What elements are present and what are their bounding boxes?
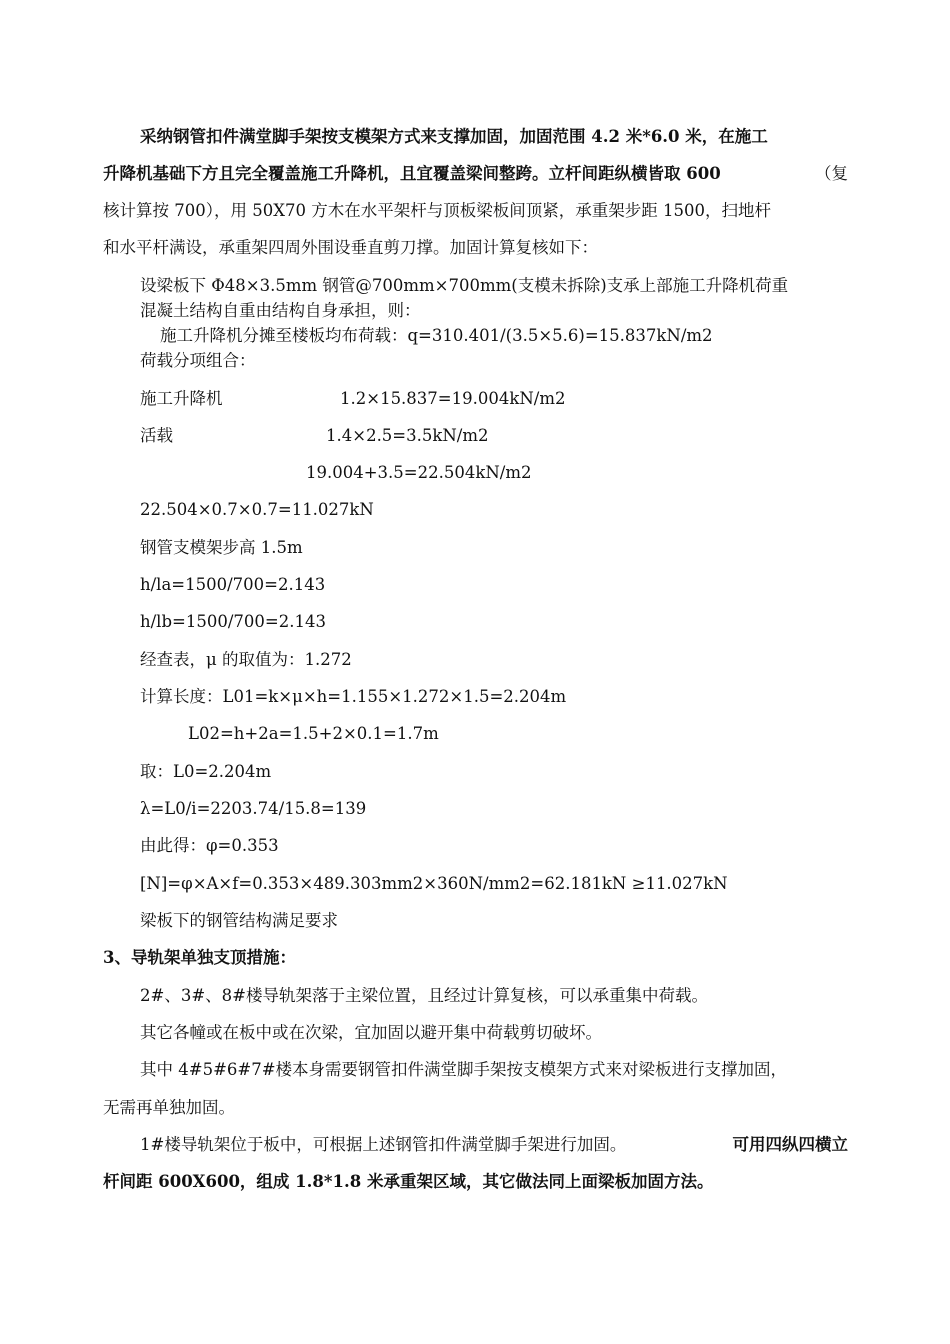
section3-para4-normal: 1#楼导轨架位于板中，可根据上述钢管扣件满堂脚手架进行加固。 [140,1135,627,1154]
calc-line-7: 19.004+3.5=22.504kN/m2 [306,463,532,482]
calc-line-15: 取：L0=2.204m [140,762,272,781]
calc-line-11: h/lb=1500/700=2.143 [140,612,326,631]
section3-para4-line2: 杆间距 600X600，组成 1.8*1.8 米承重架区域，其它做法同上面梁板加固方法。 [103,1172,714,1191]
calc-line-17: 由此得：φ=0.353 [140,836,279,855]
section3-heading: 3、导轨架单独支顶措施： [103,948,296,967]
calc-line-14: L02=h+2a=1.5+2×0.1=1.7m [188,724,439,743]
calc-line-16: λ=L0/i=2203.74/15.8=139 [140,799,367,818]
section3-para1: 2#、3#、8#楼导轨架落于主梁位置，且经过计算复核，可以承重集中荷载。 [140,986,708,1005]
calc-line-2: 混凝土结构自重由结构自身承担，则： [140,301,421,320]
calc-line-8: 22.504×0.7×0.7=11.027kN [140,500,374,519]
calc-line-5-value: 1.2×15.837=19.004kN/m2 [340,389,566,408]
calc-line-13: 计算长度：L01=k×μ×h=1.155×1.272×1.5=2.204m [140,687,567,706]
para1-line4: 和水平杆满设，承重架四周外围设垂直剪刀撑。加固计算复核如下： [103,238,598,257]
calc-line-12: 经查表，μ 的取值为：1.272 [140,650,352,669]
para1-line1: 采纳钢管扣件满堂脚手架按支模架方式来支撑加固，加固范围 4.2 米*6.0 米，在施工 [140,127,768,146]
section3-para3-line2: 无需再单独加固。 [103,1098,235,1117]
para1-line2-tail: （复 [815,164,848,183]
para1-line2-bold: 升降机基础下方且完全覆盖施工升降机，且宜覆盖梁间整跨。立杆间距纵横皆取 600 [103,164,721,183]
calc-line-6-label: 活载 [140,426,173,445]
para1-line3: 核计算按 700），用 50X70 方木在水平架杆与顶板梁板间顶紧，承重架步距 1500，扫地杆 [103,201,771,220]
calc-line-10: h/la=1500/700=2.143 [140,575,326,594]
calc-line-3: 施工升降机分摊至楼板均布荷载：q=310.401/(3.5×5.6)=15.837kN/m2 [160,326,713,345]
section3-para3-line1: 其中 4#5#6#7#楼本身需要钢管扣件满堂脚手架按支模架方式来对梁板进行支撑加固， [140,1060,788,1079]
section3-para4-bold: 可用四纵四横立 [732,1135,848,1154]
calc-line-4: 荷载分项组合： [140,351,256,370]
section3-para2: 其它各幢或在板中或在次梁，宜加固以避开集中荷载剪切破坏。 [140,1023,602,1042]
calc-line-19: 梁板下的钢管结构满足要求 [140,911,338,930]
calc-line-18: [N]=φ×A×f=0.353×489.303mm2×360N/mm2=62.181kN ≥11.027kN [140,874,728,893]
calc-line-6-value: 1.4×2.5=3.5kN/m2 [326,426,489,445]
calc-line-9: 钢管支模架步高 1.5m [140,538,303,557]
para1-line2 [103,163,848,185]
section3-para4-line1 [140,1134,848,1156]
calc-line-1: 设梁板下 Φ48×3.5mm 钢管@700mm×700mm(支模未拆除)支承上部施工升降机荷重 [140,276,789,295]
calc-line-5-label: 施工升降机 [140,389,223,408]
